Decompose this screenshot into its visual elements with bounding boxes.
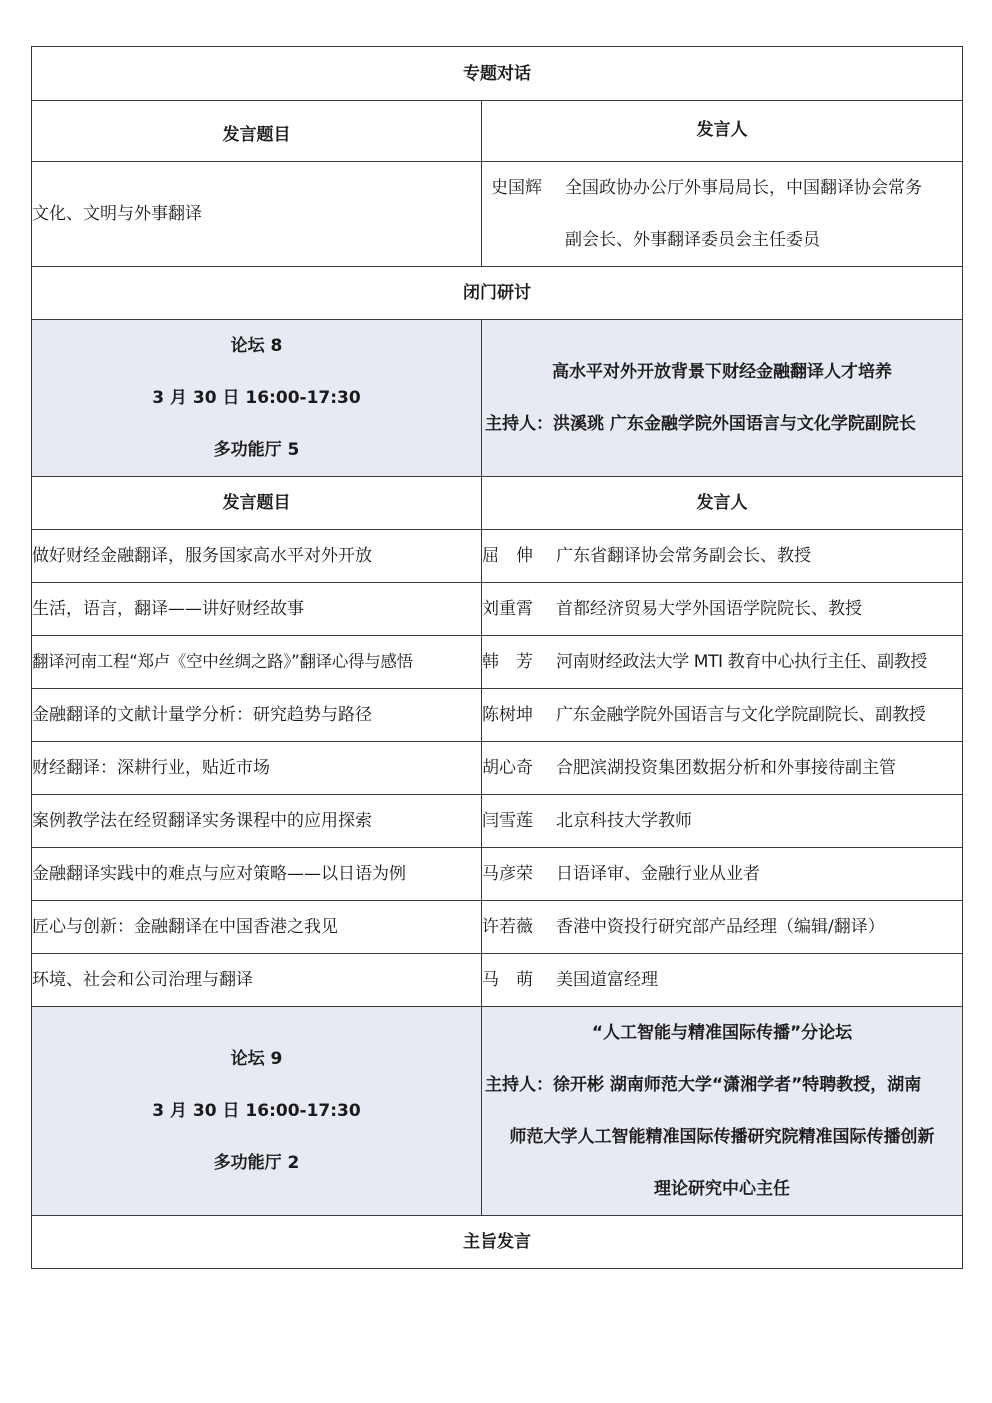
column-header-topic: 发言题目 xyxy=(32,477,482,530)
dialogue-title-row xyxy=(32,47,963,101)
section-title: 专题对话 xyxy=(32,47,963,101)
schedule-table xyxy=(31,46,963,1269)
dialogue-row xyxy=(32,162,963,267)
speaker-title: 日语译审、金融行业从业者 xyxy=(556,864,760,884)
speaker-title: 美国道富经理 xyxy=(556,970,658,990)
speaker-name: 屈 伸 xyxy=(482,546,533,566)
forum-name: 论坛 9 xyxy=(230,1049,283,1069)
speaker-cell xyxy=(482,901,963,954)
forum-host: 主持人：徐开彬 湖南师范大学“潇湘学者”特聘教授，湖南 xyxy=(485,1075,922,1095)
speaker-name: 胡心奇 xyxy=(482,758,533,778)
speaker-name: 刘重霄 xyxy=(482,599,533,619)
column-header-topic: 发言题目 xyxy=(32,101,482,162)
topic-cell: 环境、社会和公司治理与翻译 xyxy=(32,954,482,1007)
forum-host: 主持人：洪溪珧 广东金融学院外国语言与文化学院副院长 xyxy=(485,414,916,434)
closed-session-row xyxy=(32,267,963,320)
table-row xyxy=(32,848,963,901)
topic-cell: 案例教学法在经贸翻译实务课程中的应用探索 xyxy=(32,795,482,848)
speaker-cell xyxy=(482,848,963,901)
table-row xyxy=(32,530,963,583)
forum-name: 论坛 8 xyxy=(230,336,283,356)
forum-theme: “人工智能与精准国际传播”分论坛 xyxy=(591,1023,853,1043)
speaker-title: 首都经济贸易大学外国语学院院长、教授 xyxy=(556,599,862,619)
speaker-title: 合肥滨湖投资集团数据分析和外事接待副主管 xyxy=(556,758,896,778)
table-row xyxy=(32,795,963,848)
forum-theme-cell xyxy=(482,320,963,477)
topic-cell: 翻译河南工程“郑卢《空中丝绸之路》”翻译心得与感悟 xyxy=(32,636,482,689)
forum9-info-row xyxy=(32,1007,963,1216)
section-title: 闭门研讨 xyxy=(32,267,963,320)
forum-venue: 多功能厅 5 xyxy=(213,440,300,460)
speaker-cell xyxy=(482,954,963,1007)
forum-info xyxy=(32,1007,482,1216)
topic-cell: 金融翻译实践中的难点与应对策略——以日语为例 xyxy=(32,848,482,901)
speaker-title: 广东金融学院外国语言与文化学院副院长、副教授 xyxy=(556,705,926,725)
table-row xyxy=(32,954,963,1007)
forum-theme-cell xyxy=(482,1007,963,1216)
speaker-title: 北京科技大学教师 xyxy=(556,811,692,831)
speaker-cell xyxy=(482,795,963,848)
speaker-cell xyxy=(482,530,963,583)
speaker-title: 河南财经政法大学 MTI 教育中心执行主任、副教授 xyxy=(556,652,927,672)
speaker-name: 闫雪莲 xyxy=(482,811,533,831)
keynote-row xyxy=(32,1216,963,1269)
topic-cell: 财经翻译：深耕行业，贴近市场 xyxy=(32,742,482,795)
speaker-cell xyxy=(482,636,963,689)
speaker-cell xyxy=(482,583,963,636)
speaker-cell xyxy=(482,689,963,742)
speaker-title-cont: 副会长、外事翻译委员会主任委员 xyxy=(565,230,820,250)
speaker-name: 马 萌 xyxy=(482,970,533,990)
forum8-info-row xyxy=(32,320,963,477)
dialogue-header-row xyxy=(32,101,963,162)
forum-theme: 高水平对外开放背景下财经金融翻译人才培养 xyxy=(552,362,892,382)
forum-info xyxy=(32,320,482,477)
forum-host-cont: 理论研究中心主任 xyxy=(654,1179,790,1199)
topic-cell: 做好财经金融翻译，服务国家高水平对外开放 xyxy=(32,530,482,583)
topic-cell: 生活，语言，翻译——讲好财经故事 xyxy=(32,583,482,636)
column-header-speaker: 发言人 xyxy=(482,101,963,162)
topic-cell: 匠心与创新：金融翻译在中国香港之我见 xyxy=(32,901,482,954)
speaker-name: 许若薇 xyxy=(482,917,533,937)
table-row xyxy=(32,689,963,742)
speaker-cell xyxy=(482,742,963,795)
forum-time: 3 月 30 日 16:00-17:30 xyxy=(152,1101,361,1121)
speaker-name: 韩 芳 xyxy=(482,652,533,672)
speaker-title: 香港中资投行研究部产品经理（编辑/翻译） xyxy=(556,917,885,937)
table-row xyxy=(32,636,963,689)
speaker-line-1 xyxy=(482,162,962,214)
forum-host-cont: 师范大学人工智能精准国际传播研究院精准国际传播创新 xyxy=(509,1127,935,1147)
speaker-name: 史国辉 xyxy=(491,178,542,198)
speaker-name: 马彦荣 xyxy=(482,864,533,884)
speaker-cell xyxy=(482,162,963,267)
table-row xyxy=(32,583,963,636)
table-row xyxy=(32,901,963,954)
speaker-title: 广东省翻译协会常务副会长、教授 xyxy=(556,546,811,566)
section-title: 主旨发言 xyxy=(32,1216,963,1269)
forum-venue: 多功能厅 2 xyxy=(213,1153,300,1173)
forum8-header-row xyxy=(32,477,963,530)
forum-time: 3 月 30 日 16:00-17:30 xyxy=(152,388,361,408)
column-header-speaker: 发言人 xyxy=(482,477,963,530)
table-row xyxy=(32,742,963,795)
speaker-name: 陈树坤 xyxy=(482,705,533,725)
speaker-title: 全国政协办公厅外事局局长，中国翻译协会常务 xyxy=(565,178,922,198)
topic-cell: 金融翻译的文献计量学分析：研究趋势与路径 xyxy=(32,689,482,742)
topic-cell: 文化、文明与外事翻译 xyxy=(32,162,482,267)
